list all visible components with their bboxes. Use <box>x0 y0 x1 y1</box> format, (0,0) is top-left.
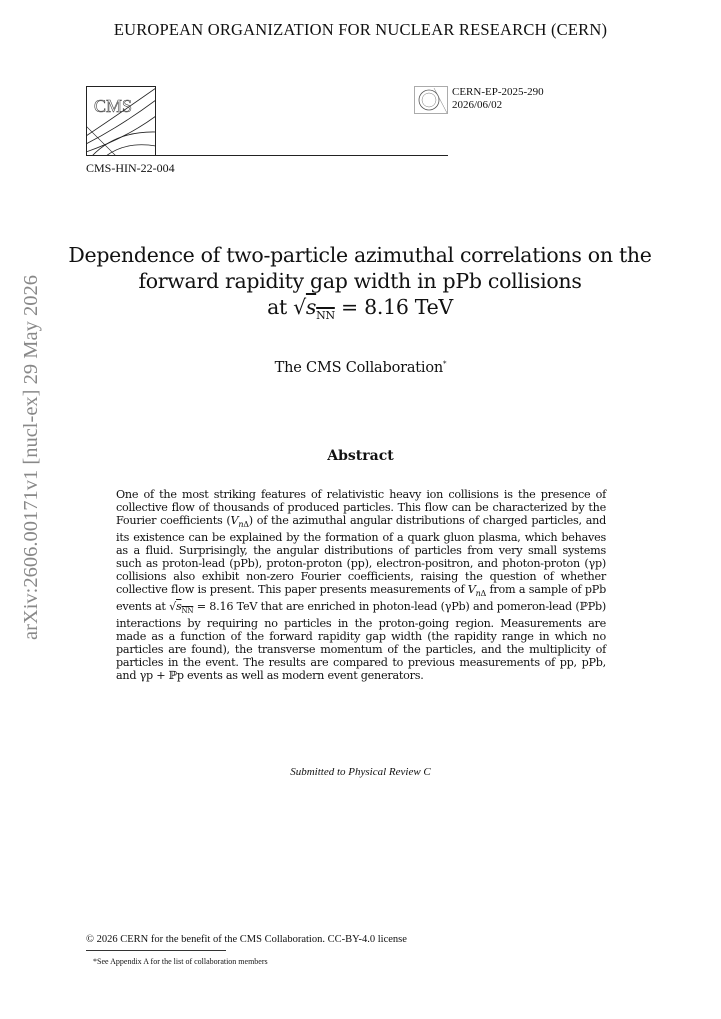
abstract-part-3: from a sample of pPb events at <box>116 582 606 614</box>
collaboration-footnote-mark: * <box>443 360 447 369</box>
collaboration-name: The CMS Collaboration <box>274 360 444 376</box>
organization-header: EUROPEAN ORGANIZATION FOR NUCLEAR RESEARCH (CERN) <box>113 20 608 39</box>
title-line-1: Dependence of two-particle azimuthal correlations on the <box>68 243 652 267</box>
cern-ep-id-block <box>452 86 544 112</box>
abstract-part-4: = 8.16 TeV that are enriched in photon-lead (γPb) and pomeron-lead (ℙPb) interactions by requiring no particles in the proton-going region. Measurements are made as a function of the forward rapidity gap width (the rapidity range in which no particles are found), the transverse momentum of the particles, and the multiplicity of particles in the event. The results are compared to previous measurements of pp, pPb, and γp + ℙp events as well as modern event generators. <box>116 600 606 683</box>
footnote: *See Appendix A for the list of collaboration members <box>93 957 268 966</box>
sqrt-snn-symbol: $√s_{NN}$ <box>293 295 335 323</box>
svg-text:CMS: CMS <box>94 96 133 116</box>
header-rule <box>156 155 448 156</box>
arxiv-stamp: arXiv:2606.00171v1 [nucl-ex] 29 May 2026 <box>20 275 42 640</box>
title-line-2: forward rapidity gap width in pPb collisions <box>138 269 582 293</box>
title-energy-value: = 8.16 TeV <box>334 295 453 319</box>
title-line-3 <box>60 294 660 329</box>
abstract-heading: Abstract <box>327 448 394 464</box>
cern-ep-report-id: CERN-EP-2025-290 <box>452 86 544 98</box>
footnote-rule <box>86 950 226 951</box>
collaboration-author <box>0 360 721 376</box>
cms-logo <box>86 86 156 156</box>
abstract-part-1: One of the most striking features of relativistic heavy ion collisions is the presence of collective flow of thousands of produced particles. This flow can be characterized by the Fourier coefficients ( <box>116 488 606 527</box>
cern-logo <box>414 86 448 114</box>
report-date: 2026/06/02 <box>452 99 503 111</box>
cms-report-id: CMS-HIN-22-004 <box>86 161 175 175</box>
paper-title <box>60 242 660 329</box>
vn-delta-symbol: $V_{n\Delta}$ <box>230 513 249 530</box>
sqrt-snn-symbol-2: $√s_{NN}$ <box>169 600 194 616</box>
license-line: © 2026 CERN for the benefit of the CMS Collaboration. CC-BY-4.0 license <box>86 934 407 945</box>
vn-delta-symbol-2: $V_{n\Delta}$ <box>467 582 487 599</box>
abstract-part-2: ) of the azimuthal angular distributions of charged particles, and its existence can be explained by the formation of a quark gluon plasma, which behaves as a fluid. Surprisingly, the angular distributions of particles from very small systems such as proton-lead (pPb), proton-proton (pp), electron-positron, and photon-proton (γp) collisions also exhibit non-zero Fourier coefficients, raising the question of whether collective flow is present. This paper presents measurements of <box>116 513 606 596</box>
title-line-3-prefix: at <box>267 295 294 319</box>
submission-note: Submitted to Physical Review C <box>290 766 431 778</box>
abstract-text <box>116 489 606 683</box>
